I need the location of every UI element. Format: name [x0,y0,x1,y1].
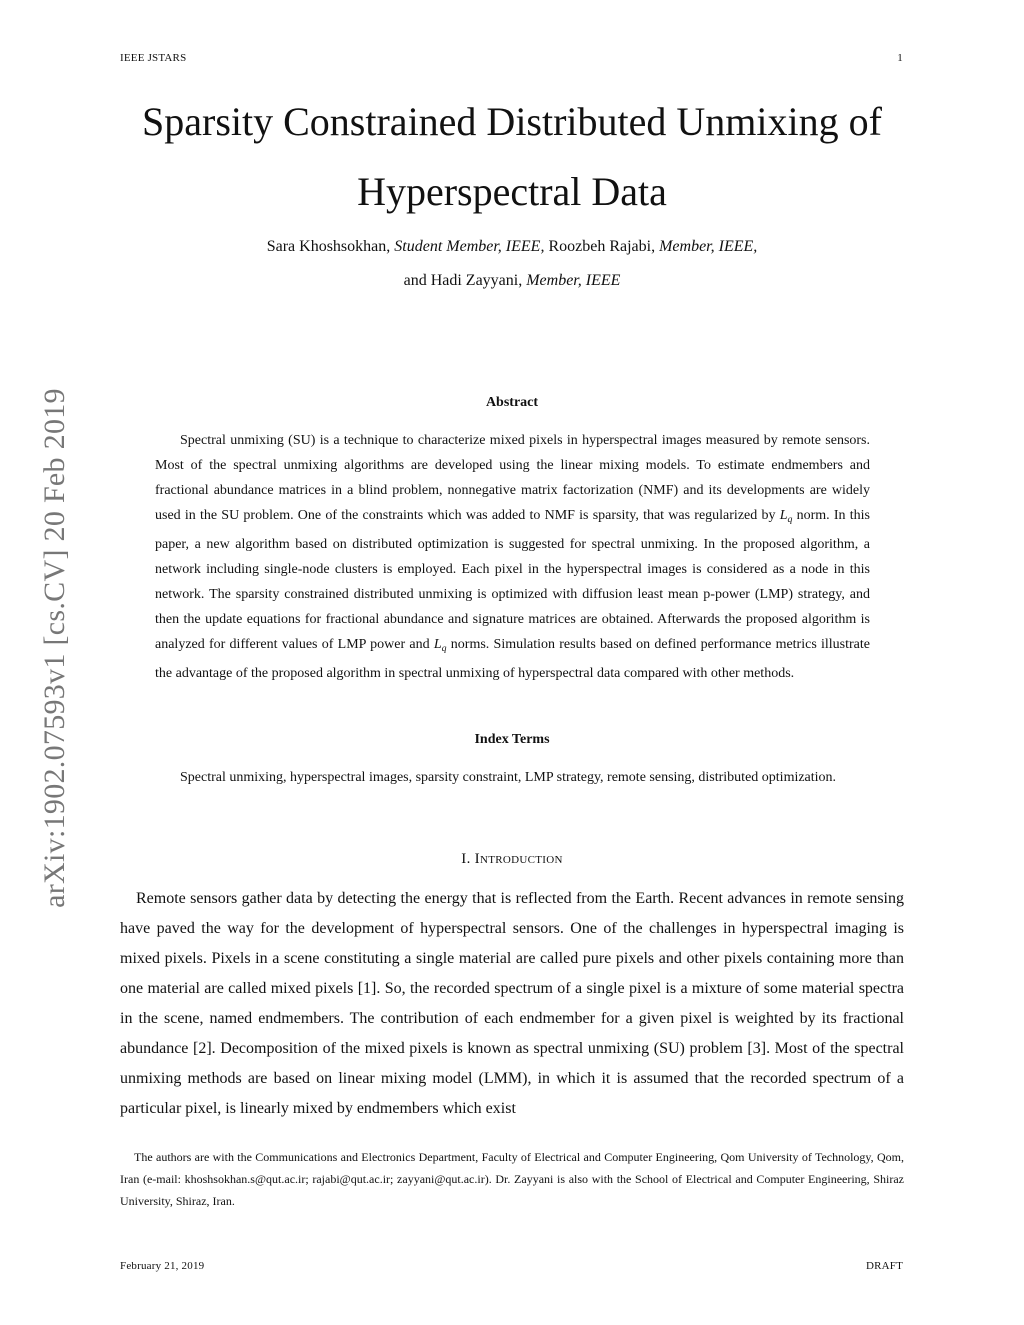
arxiv-identifier-sidebar: arXiv:1902.07593v1 [cs.CV] 20 Feb 2019 [38,388,71,908]
abstract-text: norm. In this paper, a new algorithm based on distributed optimization is suggested for spectral unmixing. In the proposed algorithm, a network including single-node clusters is employed. Each pixel in the hyperspectral images is considered as a node in this network. The sparsity constrained distributed unmixing is optimized with diffusion least mean p-power (LMP) strategy, and then the update equations for fractional abundance and signature matrices are obtained. Afterwards the proposed algorithm is analyzed for different values of LMP power and [155,508,870,652]
author-line-2 [0,272,1024,290]
lq-norm-symbol: $L_q$ [433,637,447,654]
author-name: Sara Khoshsokhan, [266,238,395,255]
footer-draft-label: DRAFT [865,1260,903,1272]
paper-title-line-2: Hyperspectral Data [357,169,667,214]
abstract-heading: Abstract [485,395,539,410]
paper-title-line-1: Sparsity Constrained Distributed Unmixing of [142,99,882,144]
author-membership: Member, IEEE, [659,238,758,255]
lq-norm-symbol: $L_q$ [779,508,793,525]
footer-date: February 21, 2019 [120,1260,205,1272]
author-line-1 [0,238,1024,256]
author-membership: Student Member, IEEE, [394,238,545,255]
author-name: Roozbeh Rajabi, [544,238,660,255]
author-name: and Hadi Zayyani, [403,272,527,289]
author-affiliation-footnote: The authors are with the Communications and Electronics Department, Faculty of Electrical and Computer Engineering, Qom University of Technology, Qom, Iran (e-mail: khoshsokhan.s@qut.ac.ir; rajabi@qut.ac.ir; zayyani@qut.ac.ir). Dr. Zayyani is also with the School of Electrical and Computer Engineering, Shiraz University, Shiraz, Iran. [120,1150,904,1208]
abstract-text: norms. Simulation results based on defined performance metrics illustrate the advantage of the proposed algorithm in spectral unmixing of hyperspectral data compared with other methods. [155,637,871,681]
running-header-journal: IEEE JSTARS [120,52,187,64]
introduction-body: Remote sensors gather data by detecting the energy that is reflected from the Earth. Recent advances in remote sensing have paved the way for the development of hyperspectral sensors. One of the challenges in hyperspectral imaging is mixed pixels. Pixels in a scene constituting a single material are called pure pixels and other pixels containing more than one material are called mixed pixels [1]. So, the recorded spectrum of a single pixel is a mixture of some material spectra in the scene, named endmembers. The contribution of each endmember for a given pixel is weighted by its fractional abundance [2]. Decomposition of the mixed pixels is known as spectral unmixing (SU) problem [3]. Most of the spectral unmixing methods are based on linear mixing model (LMM), in which it is assumed that the recorded spectrum of a particular pixel, is linearly mixed by endmembers which exist [120,890,904,1117]
index-terms-body: Spectral unmixing, hyperspectral images, sparsity constraint, LMP strategy, remote sensing, distributed optimization. [180,770,837,785]
index-terms-heading: Index Terms [474,732,550,747]
abstract-body [155,428,870,686]
page-number: 1 [897,52,903,64]
abstract-text: Spectral unmixing (SU) is a technique to characterize mixed pixels in hyperspectral images measured by remote sensors. Most of the spectral unmixing algorithms are developed using the linear mixing models. To estimate endmembers and fractional abundance matrices in a blind problem, nonnegative matrix factorization (NMF) and its developments are widely used in the SU problem. One of the constraints which was added to NMF is sparsity, that was regularized by [155,433,870,523]
section-heading-introduction: I. Introduction [461,851,563,867]
author-membership: Member, IEEE [526,272,621,289]
